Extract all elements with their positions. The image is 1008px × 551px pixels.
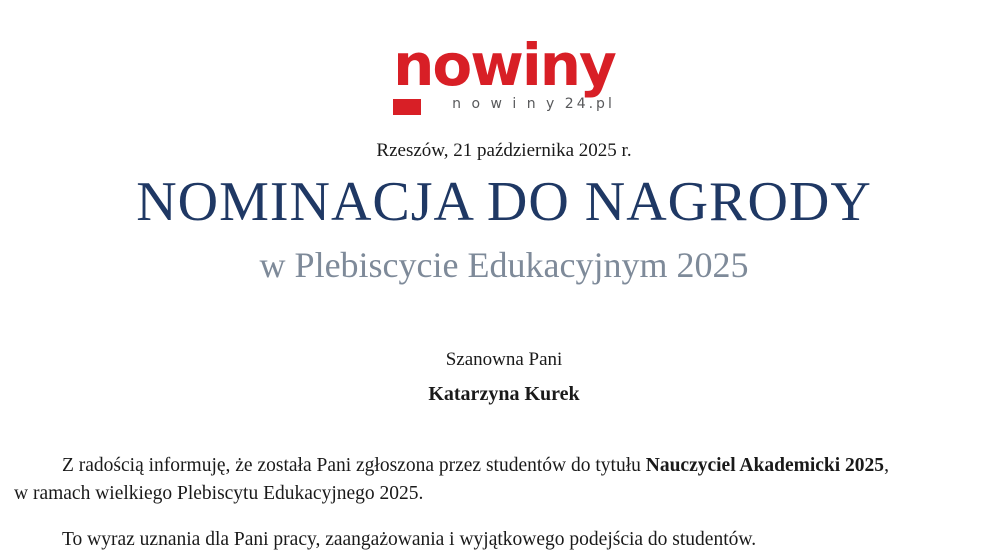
publisher-logo bbox=[0, 0, 1008, 118]
paragraph-1-line-2: w ramach wielkiego Plebiscytu Edukacyjnego 2025. bbox=[14, 483, 424, 505]
letter-body bbox=[14, 452, 994, 551]
nowiny-logo-text: nowiny bbox=[393, 31, 615, 99]
logo-wrap bbox=[393, 31, 615, 118]
paragraph-2: To wyraz uznania dla Pani pracy, zaangażowania i wyjątkowego podejścia do studentów. bbox=[62, 529, 757, 551]
nowiny24-logo-text: n o w i n y 24.pl bbox=[452, 96, 615, 112]
recipient-name: Katarzyna Kurek bbox=[428, 382, 580, 405]
page-subtitle: w Plebiscycie Edukacyjnym 2025 bbox=[259, 244, 749, 285]
date-line: Rzeszów, 21 października 2025 r. bbox=[376, 140, 632, 161]
paragraph-1-part-1: Z radością informuję, że została Pani zgłoszona przez studentów do tytułu bbox=[62, 454, 646, 476]
page-title: NOMINACJA DO NAGRODY bbox=[136, 171, 872, 233]
paragraph-1-award-title: Nauczyciel Akademicki 2025 bbox=[645, 454, 885, 476]
logo-subtitle-row bbox=[393, 96, 615, 118]
paragraph-1 bbox=[14, 452, 994, 509]
paragraph-1-part-2: , bbox=[884, 454, 889, 476]
logo-red-bar-icon bbox=[393, 99, 421, 115]
salutation: Szanowna Pani bbox=[445, 348, 563, 370]
